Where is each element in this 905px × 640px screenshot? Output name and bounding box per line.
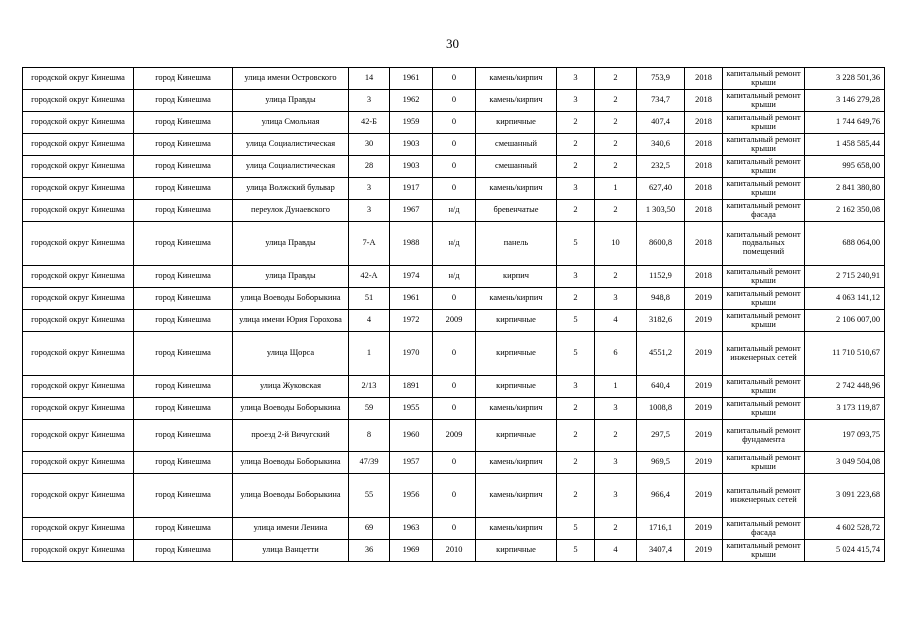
page-number: 30 [446, 36, 459, 51]
floors-cell: 5 [557, 540, 595, 562]
repair-type-cell: капитальный ремонт фасада [723, 518, 805, 540]
build-year-cell: 1955 [390, 398, 433, 420]
city-cell: город Кинешма [134, 540, 233, 562]
municipality-cell: городской округ Кинешма [23, 288, 134, 310]
privatization-year-cell: 2009 [433, 420, 476, 452]
plan-year-cell: 2019 [685, 420, 723, 452]
build-year-cell: 1903 [390, 134, 433, 156]
entrances-cell: 1 [595, 376, 637, 398]
cost-cell: 11 710 510,67 [805, 332, 885, 376]
table-row [23, 200, 885, 222]
city-cell: город Кинешма [134, 398, 233, 420]
municipality-cell: городской округ Кинешма [23, 398, 134, 420]
area-cell: 1 303,50 [637, 200, 685, 222]
wall-material-cell: камень/кирпич [476, 288, 557, 310]
plan-year-cell: 2018 [685, 222, 723, 266]
area-cell: 948,8 [637, 288, 685, 310]
entrances-cell: 1 [595, 178, 637, 200]
privatization-year-cell: 0 [433, 398, 476, 420]
entrances-cell: 2 [595, 156, 637, 178]
city-cell: город Кинешма [134, 266, 233, 288]
repair-type-cell: капитальный ремонт инженерных сетей [723, 474, 805, 518]
entrances-cell: 2 [595, 90, 637, 112]
cost-cell: 2 742 448,96 [805, 376, 885, 398]
wall-material-cell: камень/кирпич [476, 68, 557, 90]
entrances-cell: 2 [595, 112, 637, 134]
floors-cell: 2 [557, 398, 595, 420]
repair-type-cell: капитальный ремонт крыши [723, 266, 805, 288]
area-cell: 1152,9 [637, 266, 685, 288]
street-cell: улица Социалистическая [233, 134, 349, 156]
entrances-cell: 2 [595, 518, 637, 540]
wall-material-cell: камень/кирпич [476, 474, 557, 518]
floors-cell: 2 [557, 288, 595, 310]
house-number-cell: 1 [349, 332, 390, 376]
build-year-cell: 1974 [390, 266, 433, 288]
area-cell: 3407,4 [637, 540, 685, 562]
street-cell: проезд 2-й Вичугский [233, 420, 349, 452]
municipality-cell: городской округ Кинешма [23, 540, 134, 562]
street-cell: улица Правды [233, 222, 349, 266]
entrances-cell: 2 [595, 134, 637, 156]
street-cell: переулок Дунаевского [233, 200, 349, 222]
municipality-cell: городской округ Кинешма [23, 518, 134, 540]
street-cell: улица Воеводы Боборыкина [233, 474, 349, 518]
floors-cell: 5 [557, 518, 595, 540]
city-cell: город Кинешма [134, 90, 233, 112]
wall-material-cell: камень/кирпич [476, 178, 557, 200]
plan-year-cell: 2019 [685, 540, 723, 562]
repair-type-cell: капитальный ремонт фундамента [723, 420, 805, 452]
privatization-year-cell: 0 [433, 376, 476, 398]
wall-material-cell: кирпичные [476, 540, 557, 562]
plan-year-cell: 2018 [685, 112, 723, 134]
area-cell: 966,4 [637, 474, 685, 518]
city-cell: город Кинешма [134, 156, 233, 178]
build-year-cell: 1972 [390, 310, 433, 332]
city-cell: город Кинешма [134, 452, 233, 474]
city-cell: город Кинешма [134, 310, 233, 332]
table-row [23, 310, 885, 332]
build-year-cell: 1903 [390, 156, 433, 178]
city-cell: город Кинешма [134, 68, 233, 90]
house-number-cell: 8 [349, 420, 390, 452]
street-cell: улица имени Юрия Горохова [233, 310, 349, 332]
house-number-cell: 7-А [349, 222, 390, 266]
entrances-cell: 3 [595, 288, 637, 310]
city-cell: город Кинешма [134, 518, 233, 540]
table-row [23, 112, 885, 134]
wall-material-cell: камень/кирпич [476, 452, 557, 474]
house-number-cell: 28 [349, 156, 390, 178]
table-row [23, 332, 885, 376]
privatization-year-cell: 0 [433, 288, 476, 310]
house-number-cell: 4 [349, 310, 390, 332]
privatization-year-cell: 0 [433, 332, 476, 376]
plan-year-cell: 2018 [685, 134, 723, 156]
plan-year-cell: 2019 [685, 398, 723, 420]
entrances-cell: 2 [595, 266, 637, 288]
entrances-cell: 4 [595, 540, 637, 562]
cost-cell: 5 024 415,74 [805, 540, 885, 562]
floors-cell: 5 [557, 332, 595, 376]
city-cell: город Кинешма [134, 332, 233, 376]
plan-year-cell: 2018 [685, 178, 723, 200]
entrances-cell: 3 [595, 398, 637, 420]
floors-cell: 2 [557, 420, 595, 452]
build-year-cell: 1970 [390, 332, 433, 376]
cost-cell: 995 658,00 [805, 156, 885, 178]
street-cell: улица Волжский бульвар [233, 178, 349, 200]
cost-cell: 3 146 279,28 [805, 90, 885, 112]
table-row [23, 156, 885, 178]
floors-cell: 2 [557, 112, 595, 134]
floors-cell: 3 [557, 266, 595, 288]
area-cell: 1008,8 [637, 398, 685, 420]
municipality-cell: городской округ Кинешма [23, 474, 134, 518]
area-cell: 297,5 [637, 420, 685, 452]
city-cell: город Кинешма [134, 200, 233, 222]
cost-cell: 3 091 223,68 [805, 474, 885, 518]
table-row [23, 420, 885, 452]
privatization-year-cell: 0 [433, 156, 476, 178]
privatization-year-cell: н/д [433, 266, 476, 288]
privatization-year-cell: н/д [433, 200, 476, 222]
street-cell: улица Воеводы Боборыкина [233, 452, 349, 474]
table-row [23, 222, 885, 266]
repair-type-cell: капитальный ремонт крыши [723, 310, 805, 332]
house-number-cell: 2/13 [349, 376, 390, 398]
build-year-cell: 1967 [390, 200, 433, 222]
plan-year-cell: 2018 [685, 200, 723, 222]
area-cell: 640,4 [637, 376, 685, 398]
build-year-cell: 1957 [390, 452, 433, 474]
housing-repair-table [22, 67, 885, 562]
area-cell: 1716,1 [637, 518, 685, 540]
build-year-cell: 1917 [390, 178, 433, 200]
repair-type-cell: капитальный ремонт фасада [723, 200, 805, 222]
plan-year-cell: 2019 [685, 310, 723, 332]
municipality-cell: городской округ Кинешма [23, 266, 134, 288]
street-cell: улица Ванцетти [233, 540, 349, 562]
build-year-cell: 1956 [390, 474, 433, 518]
cost-cell: 3 173 119,87 [805, 398, 885, 420]
house-number-cell: 55 [349, 474, 390, 518]
privatization-year-cell: 2010 [433, 540, 476, 562]
wall-material-cell: кирпичные [476, 310, 557, 332]
wall-material-cell: камень/кирпич [476, 90, 557, 112]
cost-cell: 1 458 585,44 [805, 134, 885, 156]
street-cell: улица имени Ленина [233, 518, 349, 540]
cost-cell: 1 744 649,76 [805, 112, 885, 134]
floors-cell: 2 [557, 474, 595, 518]
cost-cell: 2 106 007,00 [805, 310, 885, 332]
table-row [23, 452, 885, 474]
table-row [23, 518, 885, 540]
cost-cell: 2 715 240,91 [805, 266, 885, 288]
entrances-cell: 2 [595, 420, 637, 452]
table-row [23, 266, 885, 288]
build-year-cell: 1961 [390, 68, 433, 90]
city-cell: город Кинешма [134, 134, 233, 156]
entrances-cell: 3 [595, 474, 637, 518]
house-number-cell: 3 [349, 200, 390, 222]
street-cell: улица Воеводы Боборыкина [233, 398, 349, 420]
house-number-cell: 3 [349, 178, 390, 200]
entrances-cell: 4 [595, 310, 637, 332]
privatization-year-cell: 0 [433, 452, 476, 474]
repair-type-cell: капитальный ремонт крыши [723, 134, 805, 156]
entrances-cell: 6 [595, 332, 637, 376]
area-cell: 753,9 [637, 68, 685, 90]
municipality-cell: городской округ Кинешма [23, 68, 134, 90]
repair-type-cell: капитальный ремонт крыши [723, 452, 805, 474]
house-number-cell: 42-Б [349, 112, 390, 134]
street-cell: улица Правды [233, 266, 349, 288]
wall-material-cell: кирпичные [476, 420, 557, 452]
municipality-cell: городской округ Кинешма [23, 134, 134, 156]
plan-year-cell: 2019 [685, 288, 723, 310]
privatization-year-cell: 0 [433, 68, 476, 90]
repair-type-cell: капитальный ремонт крыши [723, 540, 805, 562]
privatization-year-cell: 0 [433, 474, 476, 518]
wall-material-cell: кирпичные [476, 332, 557, 376]
floors-cell: 3 [557, 178, 595, 200]
street-cell: улица Правды [233, 90, 349, 112]
build-year-cell: 1969 [390, 540, 433, 562]
floors-cell: 3 [557, 376, 595, 398]
table-row [23, 178, 885, 200]
cost-cell: 4 602 528,72 [805, 518, 885, 540]
city-cell: город Кинешма [134, 420, 233, 452]
table-body [23, 68, 885, 562]
house-number-cell: 30 [349, 134, 390, 156]
plan-year-cell: 2019 [685, 452, 723, 474]
repair-type-cell: капитальный ремонт подвальных помещений [723, 222, 805, 266]
municipality-cell: городской округ Кинешма [23, 178, 134, 200]
entrances-cell: 3 [595, 452, 637, 474]
table-row [23, 90, 885, 112]
cost-cell: 2 162 350,08 [805, 200, 885, 222]
plan-year-cell: 2019 [685, 518, 723, 540]
area-cell: 734,7 [637, 90, 685, 112]
municipality-cell: городской округ Кинешма [23, 452, 134, 474]
city-cell: город Кинешма [134, 376, 233, 398]
table-row [23, 398, 885, 420]
floors-cell: 2 [557, 156, 595, 178]
house-number-cell: 51 [349, 288, 390, 310]
privatization-year-cell: 0 [433, 134, 476, 156]
house-number-cell: 59 [349, 398, 390, 420]
city-cell: город Кинешма [134, 474, 233, 518]
city-cell: город Кинешма [134, 112, 233, 134]
repair-type-cell: капитальный ремонт крыши [723, 68, 805, 90]
cost-cell: 2 841 380,80 [805, 178, 885, 200]
table-row [23, 540, 885, 562]
plan-year-cell: 2019 [685, 474, 723, 518]
build-year-cell: 1963 [390, 518, 433, 540]
city-cell: город Кинешма [134, 222, 233, 266]
wall-material-cell: камень/кирпич [476, 518, 557, 540]
repair-type-cell: капитальный ремонт крыши [723, 398, 805, 420]
cost-cell: 688 064,00 [805, 222, 885, 266]
house-number-cell: 3 [349, 90, 390, 112]
floors-cell: 3 [557, 68, 595, 90]
street-cell: улица имени Островского [233, 68, 349, 90]
house-number-cell: 42-А [349, 266, 390, 288]
area-cell: 969,5 [637, 452, 685, 474]
privatization-year-cell: 2009 [433, 310, 476, 332]
wall-material-cell: кирпичные [476, 112, 557, 134]
city-cell: город Кинешма [134, 288, 233, 310]
plan-year-cell: 2018 [685, 68, 723, 90]
municipality-cell: городской округ Кинешма [23, 420, 134, 452]
house-number-cell: 36 [349, 540, 390, 562]
street-cell: улица Социалистическая [233, 156, 349, 178]
municipality-cell: городской округ Кинешма [23, 222, 134, 266]
area-cell: 232,5 [637, 156, 685, 178]
build-year-cell: 1988 [390, 222, 433, 266]
plan-year-cell: 2019 [685, 332, 723, 376]
plan-year-cell: 2018 [685, 90, 723, 112]
municipality-cell: городской округ Кинешма [23, 90, 134, 112]
floors-cell: 2 [557, 200, 595, 222]
wall-material-cell: кирпичные [476, 376, 557, 398]
privatization-year-cell: 0 [433, 112, 476, 134]
plan-year-cell: 2019 [685, 376, 723, 398]
city-cell: город Кинешма [134, 178, 233, 200]
repair-type-cell: капитальный ремонт крыши [723, 288, 805, 310]
wall-material-cell: камень/кирпич [476, 398, 557, 420]
house-number-cell: 47/39 [349, 452, 390, 474]
house-number-cell: 69 [349, 518, 390, 540]
municipality-cell: городской округ Кинешма [23, 200, 134, 222]
municipality-cell: городской округ Кинешма [23, 112, 134, 134]
table-row [23, 288, 885, 310]
cost-cell: 4 063 141,12 [805, 288, 885, 310]
municipality-cell: городской округ Кинешма [23, 332, 134, 376]
repair-type-cell: капитальный ремонт крыши [723, 376, 805, 398]
privatization-year-cell: н/д [433, 222, 476, 266]
floors-cell: 5 [557, 310, 595, 332]
street-cell: улица Жуковская [233, 376, 349, 398]
cost-cell: 197 093,75 [805, 420, 885, 452]
wall-material-cell: бревенчатые [476, 200, 557, 222]
repair-type-cell: капитальный ремонт крыши [723, 178, 805, 200]
repair-type-cell: капитальный ремонт инженерных сетей [723, 332, 805, 376]
municipality-cell: городской округ Кинешма [23, 310, 134, 332]
table-row [23, 134, 885, 156]
build-year-cell: 1960 [390, 420, 433, 452]
municipality-cell: городской округ Кинешма [23, 156, 134, 178]
privatization-year-cell: 0 [433, 178, 476, 200]
street-cell: улица Щорса [233, 332, 349, 376]
wall-material-cell: смешанный [476, 156, 557, 178]
house-number-cell: 14 [349, 68, 390, 90]
wall-material-cell: кирпич [476, 266, 557, 288]
floors-cell: 5 [557, 222, 595, 266]
municipality-cell: городской округ Кинешма [23, 376, 134, 398]
entrances-cell: 10 [595, 222, 637, 266]
cost-cell: 3 049 504,08 [805, 452, 885, 474]
repair-type-cell: капитальный ремонт крыши [723, 90, 805, 112]
build-year-cell: 1959 [390, 112, 433, 134]
area-cell: 340,6 [637, 134, 685, 156]
table-row [23, 68, 885, 90]
street-cell: улица Воеводы Боборыкина [233, 288, 349, 310]
area-cell: 627,40 [637, 178, 685, 200]
privatization-year-cell: 0 [433, 90, 476, 112]
area-cell: 4551,2 [637, 332, 685, 376]
build-year-cell: 1962 [390, 90, 433, 112]
build-year-cell: 1961 [390, 288, 433, 310]
wall-material-cell: панель [476, 222, 557, 266]
plan-year-cell: 2018 [685, 266, 723, 288]
area-cell: 8600,8 [637, 222, 685, 266]
plan-year-cell: 2018 [685, 156, 723, 178]
entrances-cell: 2 [595, 68, 637, 90]
privatization-year-cell: 0 [433, 518, 476, 540]
floors-cell: 3 [557, 90, 595, 112]
floors-cell: 2 [557, 134, 595, 156]
repair-type-cell: капитальный ремонт крыши [723, 112, 805, 134]
entrances-cell: 2 [595, 200, 637, 222]
table-row [23, 376, 885, 398]
build-year-cell: 1891 [390, 376, 433, 398]
street-cell: улица Смольная [233, 112, 349, 134]
wall-material-cell: смешанный [476, 134, 557, 156]
floors-cell: 2 [557, 452, 595, 474]
area-cell: 407,4 [637, 112, 685, 134]
table-row [23, 474, 885, 518]
area-cell: 3182,6 [637, 310, 685, 332]
repair-type-cell: капитальный ремонт крыши [723, 156, 805, 178]
cost-cell: 3 228 501,36 [805, 68, 885, 90]
